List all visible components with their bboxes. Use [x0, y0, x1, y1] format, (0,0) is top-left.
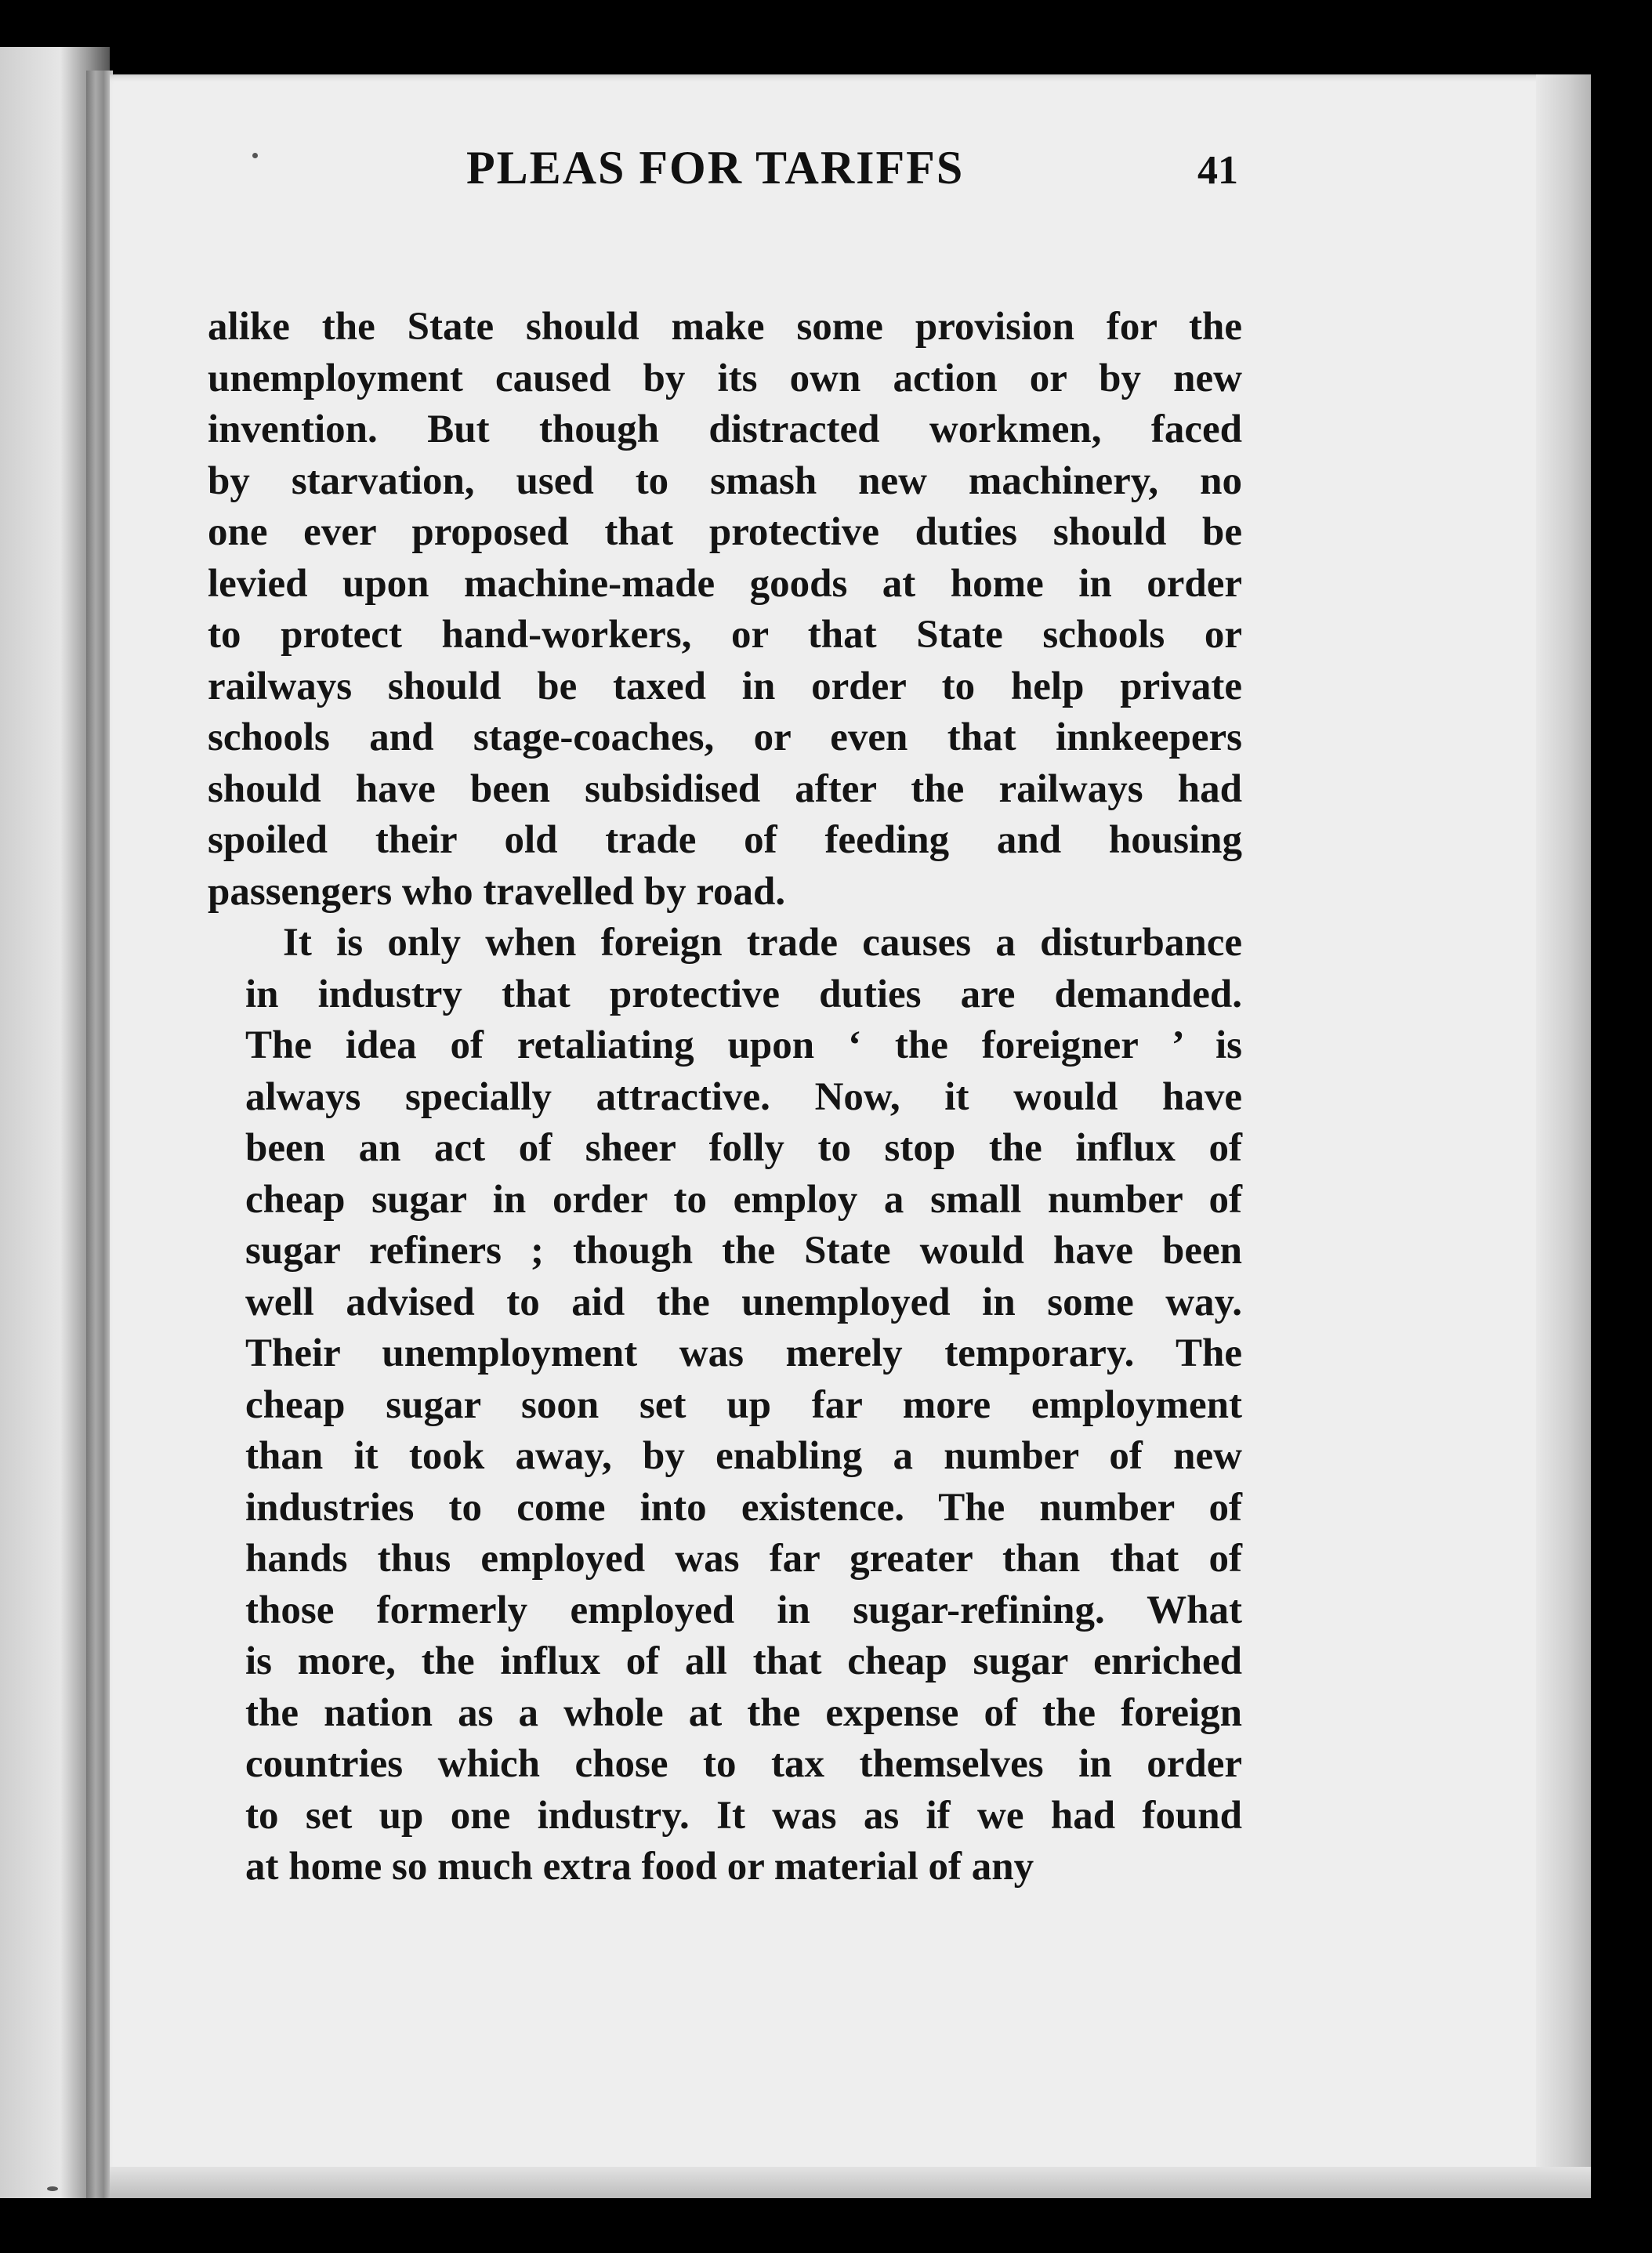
text-line: spoiled their old trade of feeding and housing	[208, 818, 1242, 862]
scan-speck	[47, 2186, 58, 2191]
text-line: countries which chose to tax themselves in order	[245, 1742, 1242, 1786]
text-line: industries to come into existence. The number of	[245, 1485, 1242, 1530]
text-line: Their unemployment was merely temporary. The	[245, 1331, 1242, 1375]
paragraph-1	[208, 302, 1242, 918]
text-line: well advised to aid the unemployed in some way.	[245, 1280, 1242, 1324]
text-line: levied upon machine-made goods at home in order	[208, 561, 1242, 606]
text-line: unemployment caused by its own action or by new	[208, 356, 1242, 400]
text-line: by starvation, used to smash new machinery, no	[208, 458, 1242, 503]
text-line: should have been subsidised after the railways had	[208, 766, 1242, 811]
text-line: It is only when foreign trade causes a disturbance	[283, 921, 1242, 965]
text-line: than it took away, by enabling a number of new	[245, 1434, 1242, 1478]
text-line: in industry that protective duties are demanded.	[245, 972, 1242, 1016]
page-fore-edge	[1536, 74, 1591, 2198]
text-line: invention. But though distracted workmen, faced	[208, 407, 1242, 451]
text-line: is more, the influx of all that cheap sugar enriched	[245, 1639, 1242, 1683]
text-line: The idea of retaliating upon ‘ the foreigner ’ is	[245, 1023, 1242, 1067]
text-line: railways should be taxed in order to help private	[208, 664, 1242, 708]
paragraph-2	[208, 918, 1242, 1893]
running-head	[360, 141, 1238, 195]
text-line: schools and stage-coaches, or even that innkeepers	[208, 715, 1242, 759]
book-gutter	[86, 71, 113, 2198]
running-head-title: PLEAS FOR TARIFFS	[466, 142, 965, 194]
text-line: alike the State should make some provision for the	[208, 305, 1242, 349]
text-line: at home so much extra food or material of any	[245, 1845, 1034, 1889]
text-line: always specially attractive. Now, it would have	[245, 1074, 1242, 1119]
text-line: sugar refiners ; though the State would have been	[245, 1229, 1242, 1273]
page-bottom-edge	[110, 2167, 1591, 2198]
text-line: to protect hand-workers, or that State schools or	[208, 613, 1242, 657]
text-line: cheap sugar in order to employ a small number of	[245, 1177, 1242, 1222]
text-line: cheap sugar soon set up far more employment	[245, 1382, 1242, 1427]
text-line: one ever proposed that protective duties should be	[208, 510, 1242, 554]
scan-speck	[252, 153, 258, 158]
body-text	[208, 302, 1242, 1893]
text-line: hands thus employed was far greater than that of	[245, 1537, 1242, 1581]
text-line: passengers who travelled by road.	[208, 869, 786, 914]
text-line: been an act of sheer folly to stop the influx of	[245, 1126, 1242, 1170]
page-number: 41	[1197, 148, 1238, 193]
text-line: those formerly employed in sugar-refining. What	[245, 1588, 1242, 1632]
text-line: to set up one industry. It was as if we had found	[245, 1793, 1242, 1838]
text-line: the nation as a whole at the expense of the foreign	[245, 1690, 1242, 1735]
